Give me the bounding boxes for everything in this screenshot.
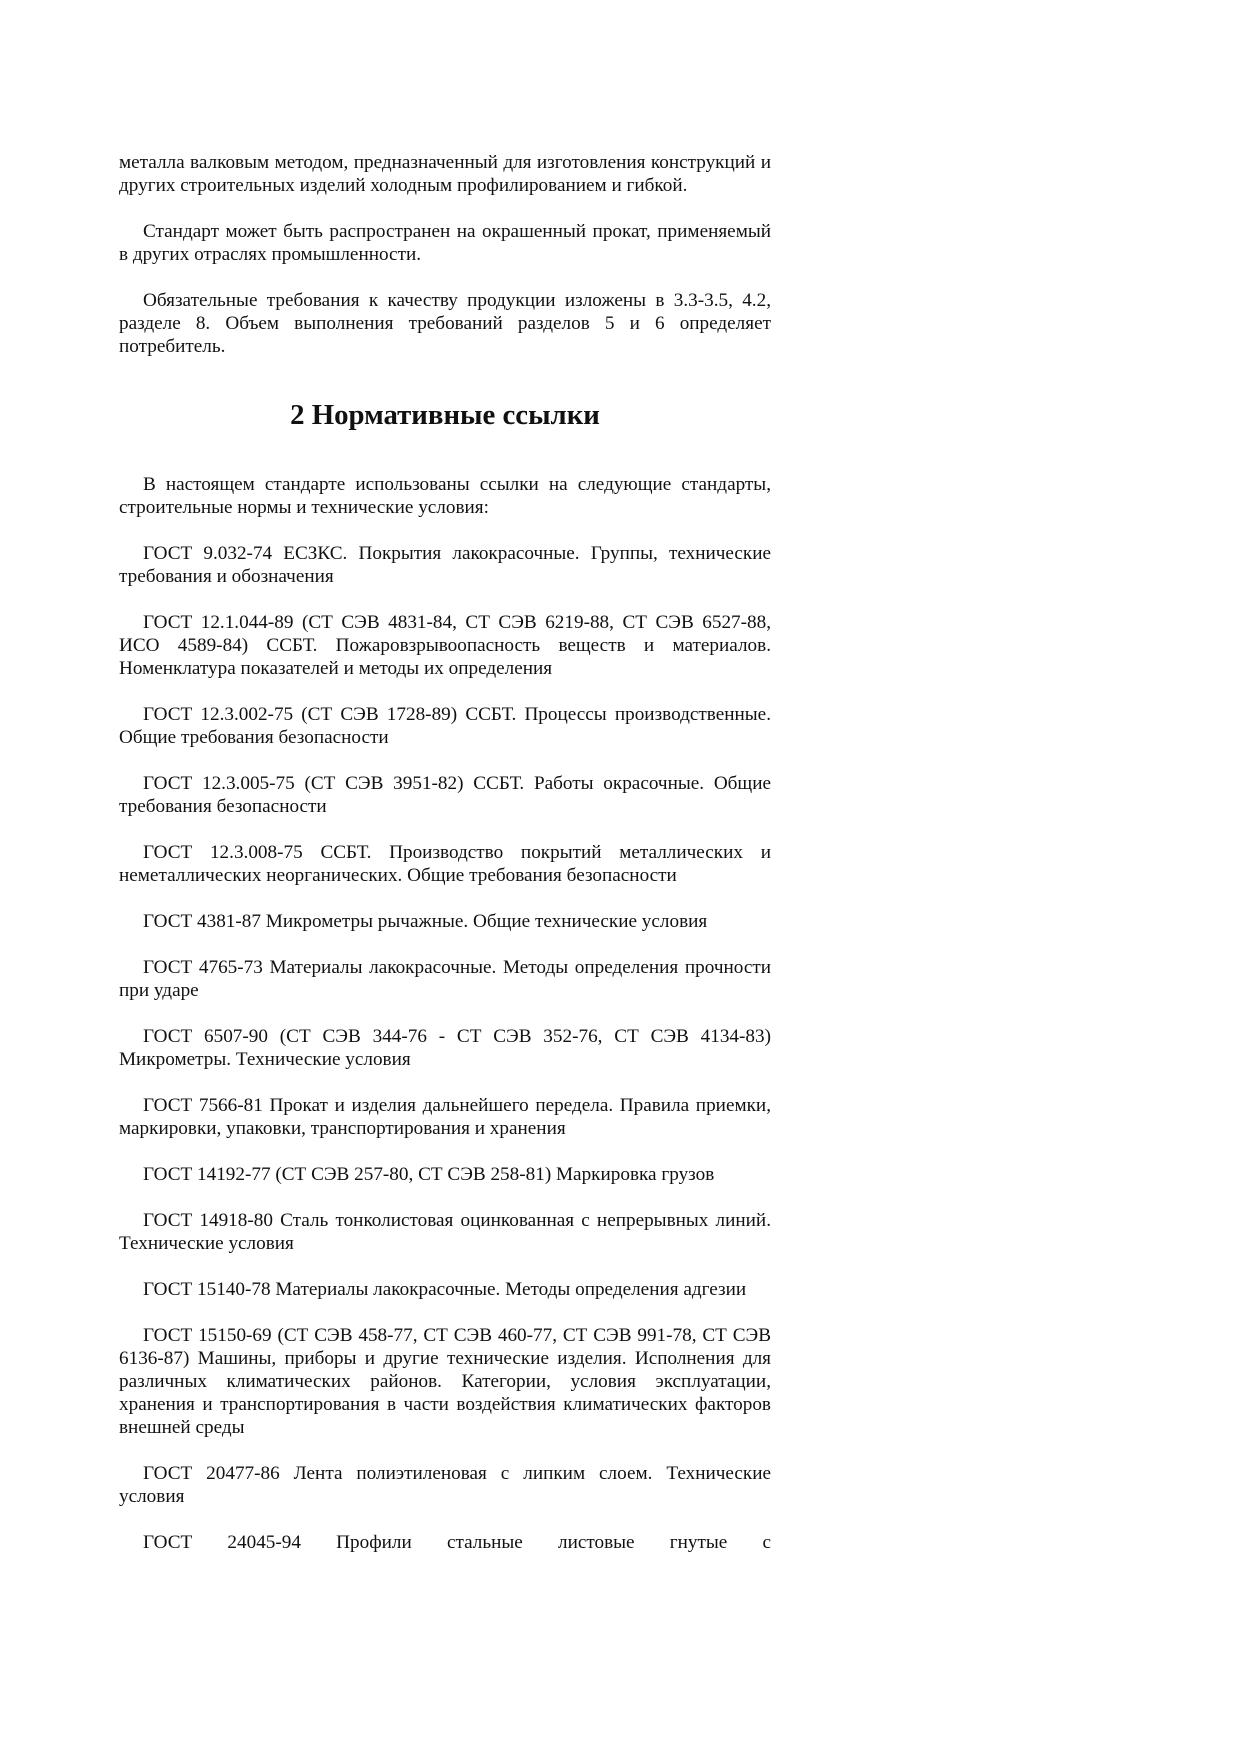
intro-paragraph-3: Обязательные требования к качеству продукции изложены в 3.3-3.5, 4.2, разделе 8. Объем выполнения требований разделов 5 и 6 определяет потребитель. <box>119 290 771 357</box>
reference-item: ГОСТ 7566-81 Прокат и изделия дальнейшего передела. Правила приемки, маркировки, упаковки, транспортирования и хранения <box>119 1095 771 1139</box>
reference-item: ГОСТ 14192-77 (СТ СЭВ 257-80, СТ СЭВ 258-81) Маркировка грузов <box>143 1164 715 1185</box>
reference-item: ГОСТ 4765-73 Материалы лакокрасочные. Методы определения прочности при ударе <box>119 957 771 1001</box>
section-title: 2 Нормативные ссылки <box>290 399 600 431</box>
reference-item: ГОСТ 12.3.002-75 (СТ СЭВ 1728-89) ССБТ. Процессы производственные. Общие требования безопасности <box>119 704 771 748</box>
reference-item: ГОСТ 15150-69 (СТ СЭВ 458-77, СТ СЭВ 460-77, СТ СЭВ 991-78, СТ СЭВ 6136-87) Машины, приборы и другие технические изделия. Исполнения для различных климатических районов. Категории, условия эксплуатации, хранения и транспортирования в части воздействия климатических факторов внешней среды <box>119 1325 771 1438</box>
reference-item: ГОСТ 9.032-74 ЕСЗКС. Покрытия лакокрасочные. Группы, технические требования и обозначения <box>119 543 771 587</box>
reference-item: ГОСТ 6507-90 (СТ СЭВ 344-76 - СТ СЭВ 352-76, СТ СЭВ 4134-83) Микрометры. Технические условия <box>119 1026 771 1070</box>
reference-item: ГОСТ 4381-87 Микрометры рычажные. Общие технические условия <box>143 911 708 932</box>
document-page <box>119 151 771 1577</box>
reference-item: ГОСТ 12.1.044-89 (СТ СЭВ 4831-84, СТ СЭВ 6219-88, СТ СЭВ 6527-88, ИСО 4589-84) ССБТ. Пожаровзрывоопасность веществ и материалов. Номенклатура показателей и методы их определения <box>119 612 771 679</box>
reference-item: ГОСТ 14918-80 Сталь тонколистовая оцинкованная с непрерывных линий. Технические условия <box>119 1210 771 1254</box>
reference-item: ГОСТ 12.3.005-75 (СТ СЭВ 3951-82) ССБТ. Работы окрасочные. Общие требования безопасности <box>119 773 771 817</box>
reference-item: ГОСТ 20477-86 Лента полиэтиленовая с липким слоем. Технические условия <box>119 1463 771 1507</box>
reference-item-continued: ГОСТ 24045-94 Профили стальные листовые гнутые с <box>143 1532 771 1553</box>
section-lead: В настоящем стандарте использованы ссылки на следующие стандарты, строительные нормы и технические условия: <box>119 474 771 518</box>
reference-item: ГОСТ 12.3.008-75 ССБТ. Производство покрытий металлических и неметаллических неорганических. Общие требования безопасности <box>119 842 771 886</box>
reference-item: ГОСТ 15140-78 Материалы лакокрасочные. Методы определения адгезии <box>143 1279 747 1300</box>
intro-paragraph-2: Стандарт может быть распространен на окрашенный прокат, применяемый в других отраслях промышленности. <box>119 221 771 265</box>
intro-paragraph-1: металла валковым методом, предназначенный для изготовления конструкций и других строительных изделий холодным профилированием и гибкой. <box>119 152 771 196</box>
